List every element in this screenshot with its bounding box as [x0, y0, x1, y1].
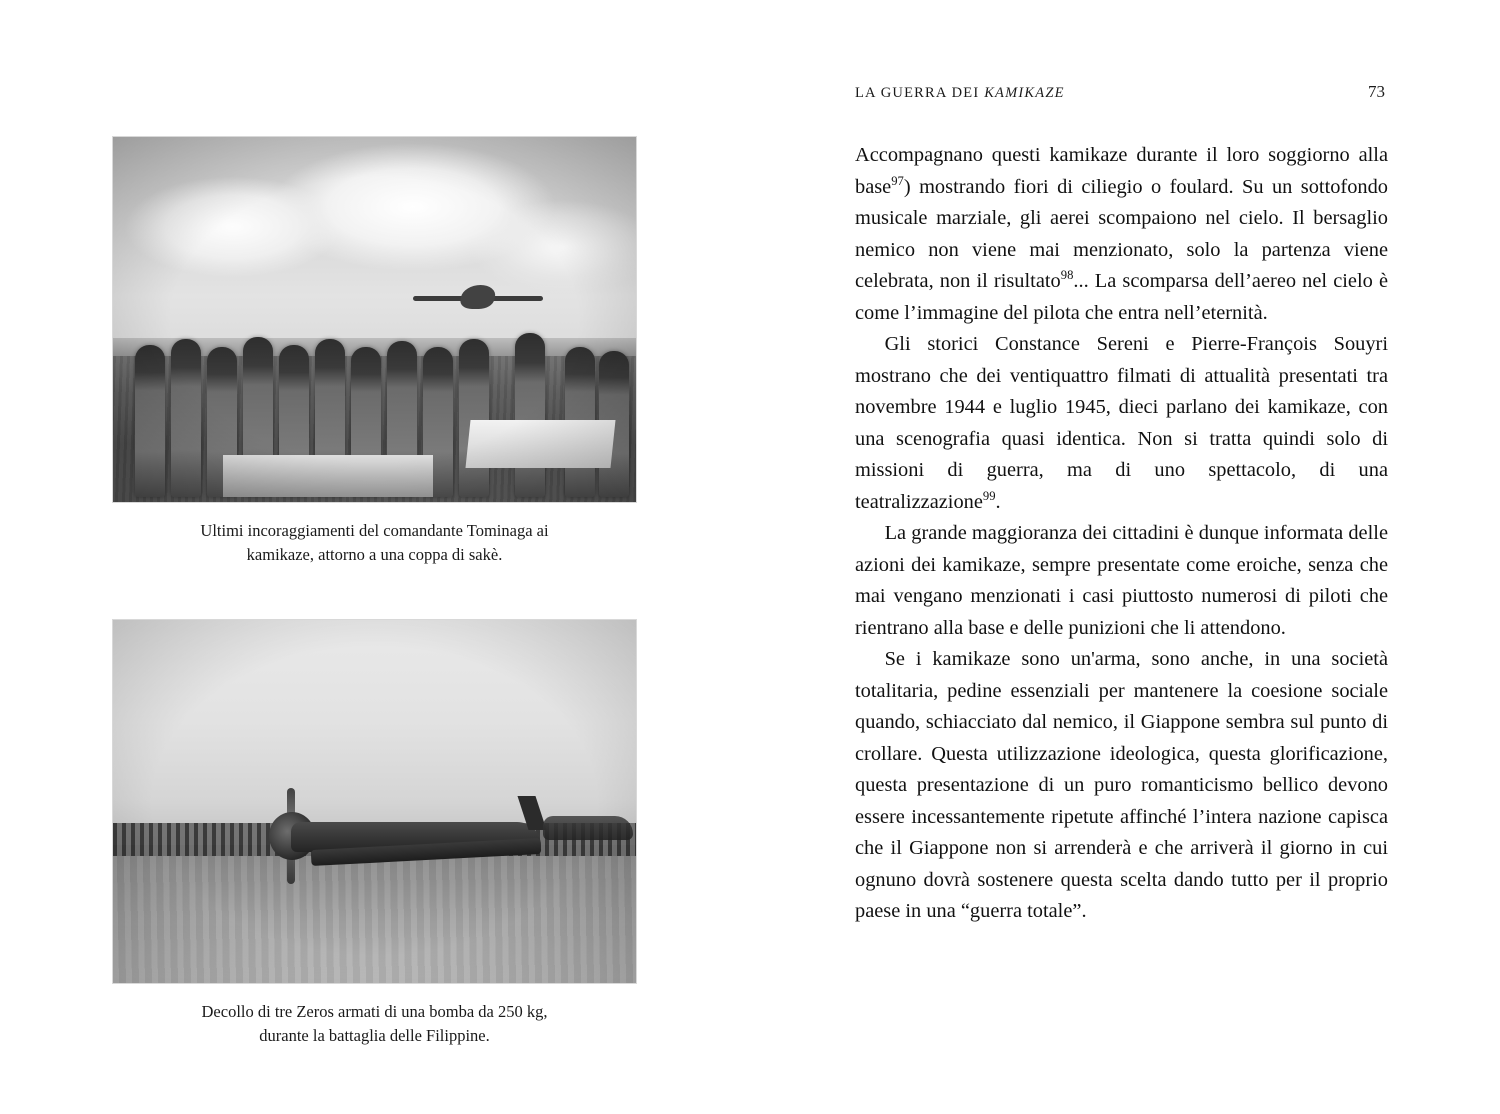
figure-zeros — [112, 619, 637, 1048]
footnote-ref-99: 99 — [982, 488, 996, 503]
running-head-title-text: LA GUERRA DEI — [855, 85, 985, 101]
paragraph-4: Se i kamikaze sono un'arma, sono anche, in una società totalitaria, pedine essenziali per mantenere la coesione sociale quando, schiacciato dal nemico, il Giappone sembra sul punto di crollare. Questa utilizzazione ideologica, questa glorificazione, questa presentazione di un puro romanticismo bellico devono essere incessantemente ripetute affinché l’intera nazione capisca che il Giappone non si arrenderà e che arriverà il giorno in cui ognuno dovrà sostenere questa scelta dando tutto per il proprio paese in una “guerra totale”. — [855, 648, 1388, 923]
caption-line: kamikaze, attorno a una coppa di sakè. — [246, 544, 503, 564]
caption-zeros — [112, 1000, 637, 1048]
footnote-ref-97: 97 — [891, 173, 904, 188]
paragraph-2 — [855, 329, 1388, 518]
running-head-title — [855, 85, 1065, 102]
figure-tominaga — [112, 136, 637, 567]
paragraph-2-part-a: Gli storici Constance Sereni e Pierre-François Souyri mostrano che dei ventiquattro filmati di attualità presentati tra novembre 1944 e luglio 1945, dieci parlano dei kamikaze, con una scenografia quasi identica. Non si tratta quindi solo di missioni di guerra, ma di uno spettacolo, di una teatralizzazione — [855, 333, 1388, 513]
paragraph-2-part-b: . — [995, 490, 1001, 513]
photo-tominaga-image — [112, 136, 637, 503]
running-head-title-italic: KAMIKAZE — [984, 85, 1065, 101]
page-number: 73 — [1368, 82, 1385, 101]
photo-zeros-image — [112, 619, 637, 984]
footnote-ref-98: 98 — [1060, 268, 1074, 283]
body-text-column — [855, 140, 1388, 928]
paragraph-1-part-c: ... La scomparsa dell’aereo nel cielo è come l’immagine del pilota che entra nell’eternità. — [855, 270, 1388, 324]
paragraph-1 — [855, 140, 1388, 329]
caption-line: Decollo di tre Zeros armati di una bomba da 250 kg, — [201, 1001, 548, 1021]
paragraph-1-part-a: Accompagnano questi kamikaze durante il loro soggiorno alla base — [855, 144, 1388, 198]
caption-line: durante la battaglia delle Filippine. — [259, 1025, 490, 1045]
photo1-vignette — [113, 137, 636, 502]
caption-line: Ultimi incoraggiamenti del comandante Tominaga ai — [200, 521, 549, 540]
paragraph-1-part-b: ) mostrando fiori di ciliegio o foulard. Su un sottofondo musicale marziale, gli aerei scompaiono nel cielo. Il bersaglio nemico non viene mai menzionato, solo la partenza viene celebrata, non il risultato — [855, 175, 1388, 293]
caption-tominaga — [112, 519, 637, 567]
photo2-vignette — [113, 620, 636, 983]
figures-column — [112, 136, 637, 1048]
running-head — [855, 82, 1385, 102]
paragraph-3: La grande maggioranza dei cittadini è dunque informata delle azioni dei kamikaze, sempre presentate come eroiche, senza che mai vengano menzionati i casi piuttosto numerosi di piloti che rientrano alla base e delle punizioni che li attendono. — [855, 522, 1388, 639]
